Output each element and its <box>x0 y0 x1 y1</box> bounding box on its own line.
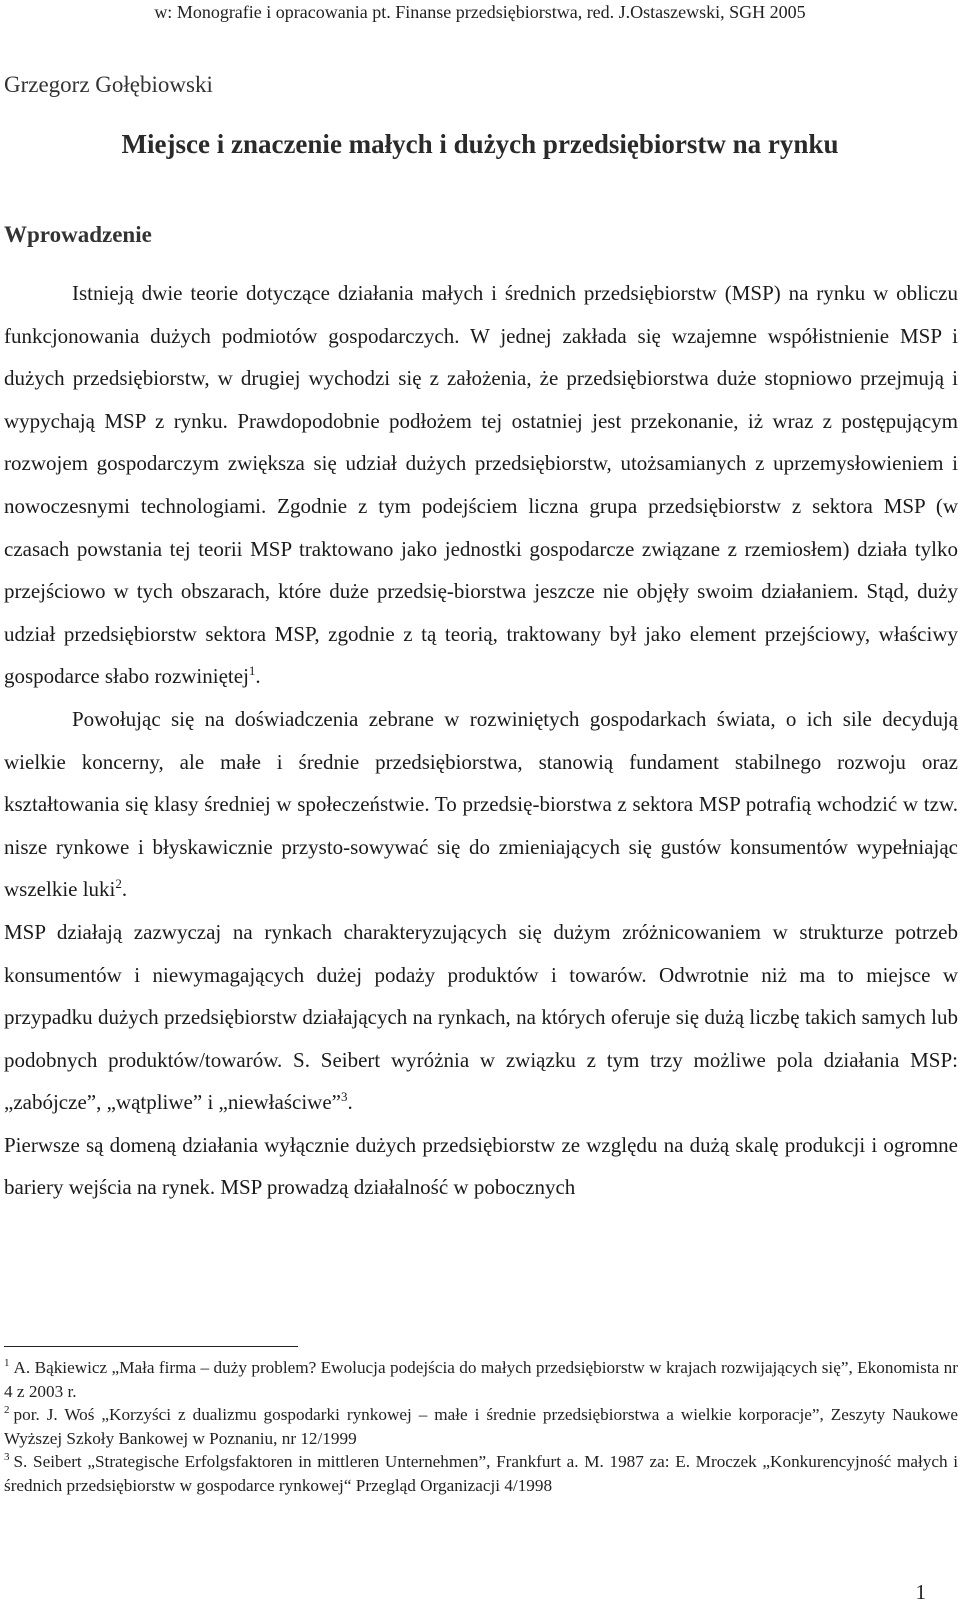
author-name: Grzegorz Gołębiowski <box>4 72 213 97</box>
footnote-text-2: por. J. Woś „Korzyści z dualizmu gospodarki rynkowej – małe i średnie przedsiębiorstwa a wielkie korporacje”, Zeszyty Naukowe Wyższej Szkoły Bankowej w Poznaniu, nr 12/1999 <box>4 1405 958 1448</box>
paragraph-3-end: . <box>347 1090 353 1115</box>
footnote-separator <box>4 1346 298 1347</box>
page-number: 1 <box>915 1580 926 1604</box>
paragraph-1 <box>4 272 958 698</box>
footnote-text-1: A. Bąkiewicz „Mała firma – duży problem? Ewolucja podejścia do małych przedsiębiorstw w krajach rozwijających się”, Ekonomista nr 4 z 2003 r. <box>4 1358 958 1401</box>
document-title: Miejsce i znaczenie małych i dużych przedsiębiorstw na rynku <box>121 129 839 159</box>
footnote-1 <box>4 1356 958 1403</box>
footnote-ref-2[interactable]: 2 <box>115 876 122 892</box>
paragraph-3 <box>4 911 958 1124</box>
footnotes <box>4 1356 958 1497</box>
paragraph-4 <box>4 1124 958 1209</box>
paragraph-3-text: MSP działają zazwyczaj na rynkach charakteryzujących się dużym zróżnicowaniem w strukturze potrzeb konsumentów i niewymagających dużej podaży produktów i towarów. Odwrotnie niż ma to miejsce w przypadku dużych przedsiębiorstw działających na rynkach, na których oferuje się dużą liczbę takich samych lub podobnych produktów/towarów. S. Seibert wyróżnia w związku z tym trzy możliwe pola działania MSP: „zabójcze”, „wątpliwe” i „niewłaściwe” <box>4 919 958 1115</box>
paragraph-2 <box>4 698 958 911</box>
paragraph-4-text: Pierwsze są domeną działania wyłącznie dużych przedsiębiorstw ze względu na dużą skalę produkcji i ogromne bariery wejścia na rynek. MSP prowadzą działalność w pobocznych <box>4 1132 958 1200</box>
footnote-3 <box>4 1450 958 1497</box>
footnote-ref-3[interactable]: 3 <box>340 1089 348 1105</box>
running-header: w: Monografie i opracowania pt. Finanse przedsiębiorstwa, red. J.Ostaszewski, SGH 2005 <box>154 2 806 22</box>
paragraph-1-text: Istnieją dwie teorie dotyczące działania małych i średnich przedsiębiorstw (MSP) na rynku w obliczu funkcjonowania dużych podmiotów gospodarczych. W jednej zakłada się wzajemne współistnienie MSP i dużych przedsiębiorstw, w drugiej wychodzi się z założenia, że przedsiębiorstwa duże stopniowo przejmują i wypychają MSP z rynku. Prawdopodobnie podłożem tej ostatniej jest przekonanie, iż wraz z postępującym rozwojem gospodarczym zwiększa się udział dużych przedsiębiorstw, utożsamianych z uprzemysłowieniem i nowoczesnymi technologiami. Zgodnie z tym podejściem liczna grupa przedsiębiorstw z sektora MSP (w czasach powstania tej teorii MSP traktowano jako jednostki gospodarcze związane z rzemiosłem) działa tylko przejściowo w tych obszarach, które duże przedsię-biorstwa jeszcze nie objęły swoim działaniem. Stąd, duży udział przedsiębiorstw sektora MSP, zgodnie z tą teorią, traktowany był jako element przejściowy, właściwy gospodarce słabo rozwiniętej <box>4 281 958 689</box>
footnote-ref-1[interactable]: 1 <box>248 663 256 679</box>
paragraph-2-text: Powołując się na doświadczenia zebrane w rozwiniętych gospodarkach świata, o ich sile decydują wielkie koncerny, ale małe i średnie przedsiębiorstwa, stanowią fundament stabilnego rozwoju oraz kształtowania się klasy średniej w społeczeństwie. To przedsię-biorstwa z sektora MSP potrafią wchodzić w tzw. nisze rynkowe i błyskawicznie przysto-sowywać się do zmieniających się gustów konsumentów wypełniając wszelkie luki <box>4 706 958 902</box>
footnote-text-3: S. Seibert „Strategische Erfolgsfaktoren in mittleren Unternehmen”, Frankfurt a. M. 1987 za: E. Mroczek „Konkurencyjność małych i średnich przedsiębiorstw w gospodarce rynkowej“ Przegląd Organizacji 4/1998 <box>4 1452 958 1495</box>
paragraph-2-end: . <box>121 877 128 902</box>
section-heading: Wprowadzenie <box>4 222 152 247</box>
body-text <box>4 272 958 1209</box>
footnote-number-1: 1 <box>4 1357 10 1369</box>
footnote-number-3: 3 <box>4 1451 10 1463</box>
paragraph-1-end: . <box>255 664 261 689</box>
footnote-2 <box>4 1403 958 1450</box>
footnote-number-2: 2 <box>4 1404 10 1416</box>
